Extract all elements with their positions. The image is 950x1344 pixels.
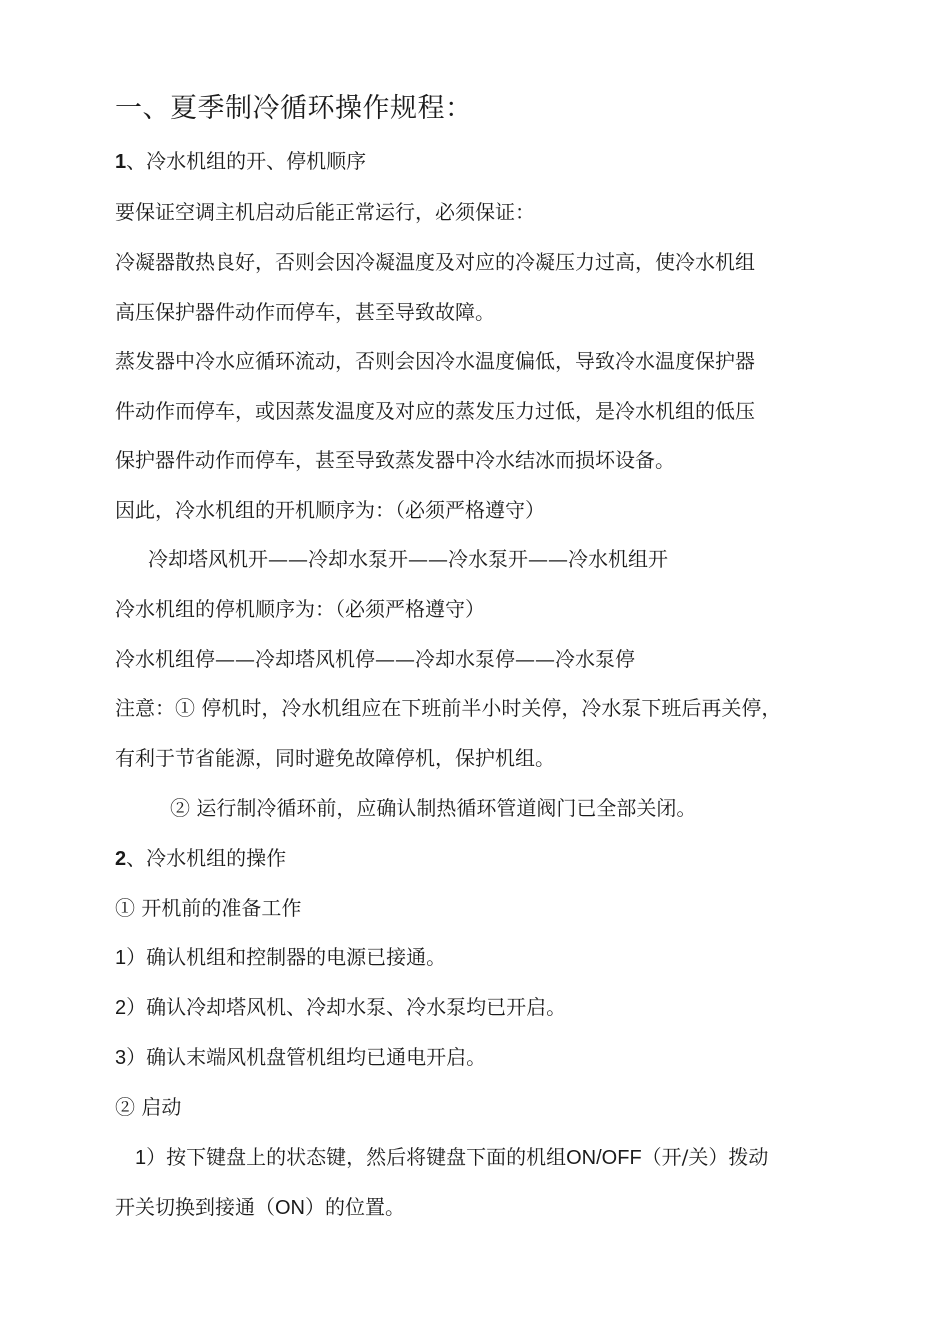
switch-code: ON/OFF: [566, 1147, 642, 1169]
paragraph-evaporator-line-1: 蒸发器中冷水应循环流动，否则会因冷水温度偏低，导致冷水温度保护器: [115, 349, 755, 373]
section-number: 2: [115, 848, 127, 870]
item-text: ）按下键盘上的状态键，然后将键盘下面的机组: [146, 1145, 567, 1169]
item-text: 开关切换到接通（: [115, 1195, 275, 1219]
note-1-line-1: 注意：① 停机时，冷水机组应在下班前半小时关停，冷水泵下班后再关停，: [115, 696, 782, 720]
section-2-heading: [115, 848, 286, 869]
prep-item-1: [115, 947, 446, 968]
item-text: ）确认末端风机盘管机组均已通电开启。: [126, 1045, 487, 1069]
paragraph-condenser-line-2: 高压保护器件动作而停车，甚至导致故障。: [115, 300, 495, 324]
item-text: ）确认机组和控制器的电源已接通。: [126, 945, 447, 969]
start-order-label: 因此，冷水机组的开机顺序为：（必须严格遵守）: [115, 498, 545, 522]
item-text: ）的位置。: [305, 1195, 405, 1219]
paragraph-condenser-line-1: 冷凝器散热良好，否则会因冷凝温度及对应的冷凝压力过高，使冷水机组: [115, 250, 755, 274]
item-number: 1: [135, 1147, 147, 1169]
note-2: ② 运行制冷循环前，应确认制热循环管道阀门已全部关闭。: [170, 796, 697, 820]
step-preparation: ① 开机前的准备工作: [115, 896, 302, 920]
section-number: 1: [115, 151, 127, 173]
prep-item-3: [115, 1047, 486, 1068]
paragraph-evaporator-line-3: 保护器件动作而停车，甚至导致蒸发器中冷水结冰而损坏设备。: [115, 448, 675, 472]
prep-item-2: [115, 997, 566, 1018]
stop-order-sequence: 冷水机组停——冷却塔风机停——冷却水泵停——冷水泵停: [115, 647, 635, 671]
section-heading-text: 、冷水机组的操作: [126, 846, 287, 870]
item-number: 2: [115, 997, 127, 1019]
switch-code: ON: [275, 1197, 305, 1219]
section-heading-text: 、冷水机组的开、停机顺序: [126, 149, 367, 173]
document-title: 一、夏季制冷循环操作规程：: [115, 93, 473, 124]
start-order-sequence: 冷却塔风机开——冷却水泵开——冷水泵开——冷水机组开: [148, 547, 668, 571]
paragraph-evaporator-line-2: 件动作而停车，或因蒸发温度及对应的蒸发压力过低，是冷水机组的低压: [115, 399, 755, 423]
stop-order-label: 冷水机组的停机顺序为：（必须严格遵守）: [115, 597, 485, 621]
item-text: ）确认冷却塔风机、冷却水泵、冷水泵均已开启。: [126, 995, 567, 1019]
item-number: 3: [115, 1047, 127, 1069]
start-item-1-line-2: [115, 1197, 405, 1218]
start-item-1-line-1: [135, 1147, 768, 1168]
paragraph-intro: 要保证空调主机启动后能正常运行，必须保证：: [115, 200, 535, 224]
item-number: 1: [115, 947, 127, 969]
step-start: ② 启动: [115, 1095, 182, 1119]
note-1-line-2: 有利于节省能源，同时避免故障停机，保护机组。: [115, 746, 555, 770]
section-1-heading: [115, 151, 366, 172]
item-text: （开/关）拨动: [641, 1145, 769, 1169]
